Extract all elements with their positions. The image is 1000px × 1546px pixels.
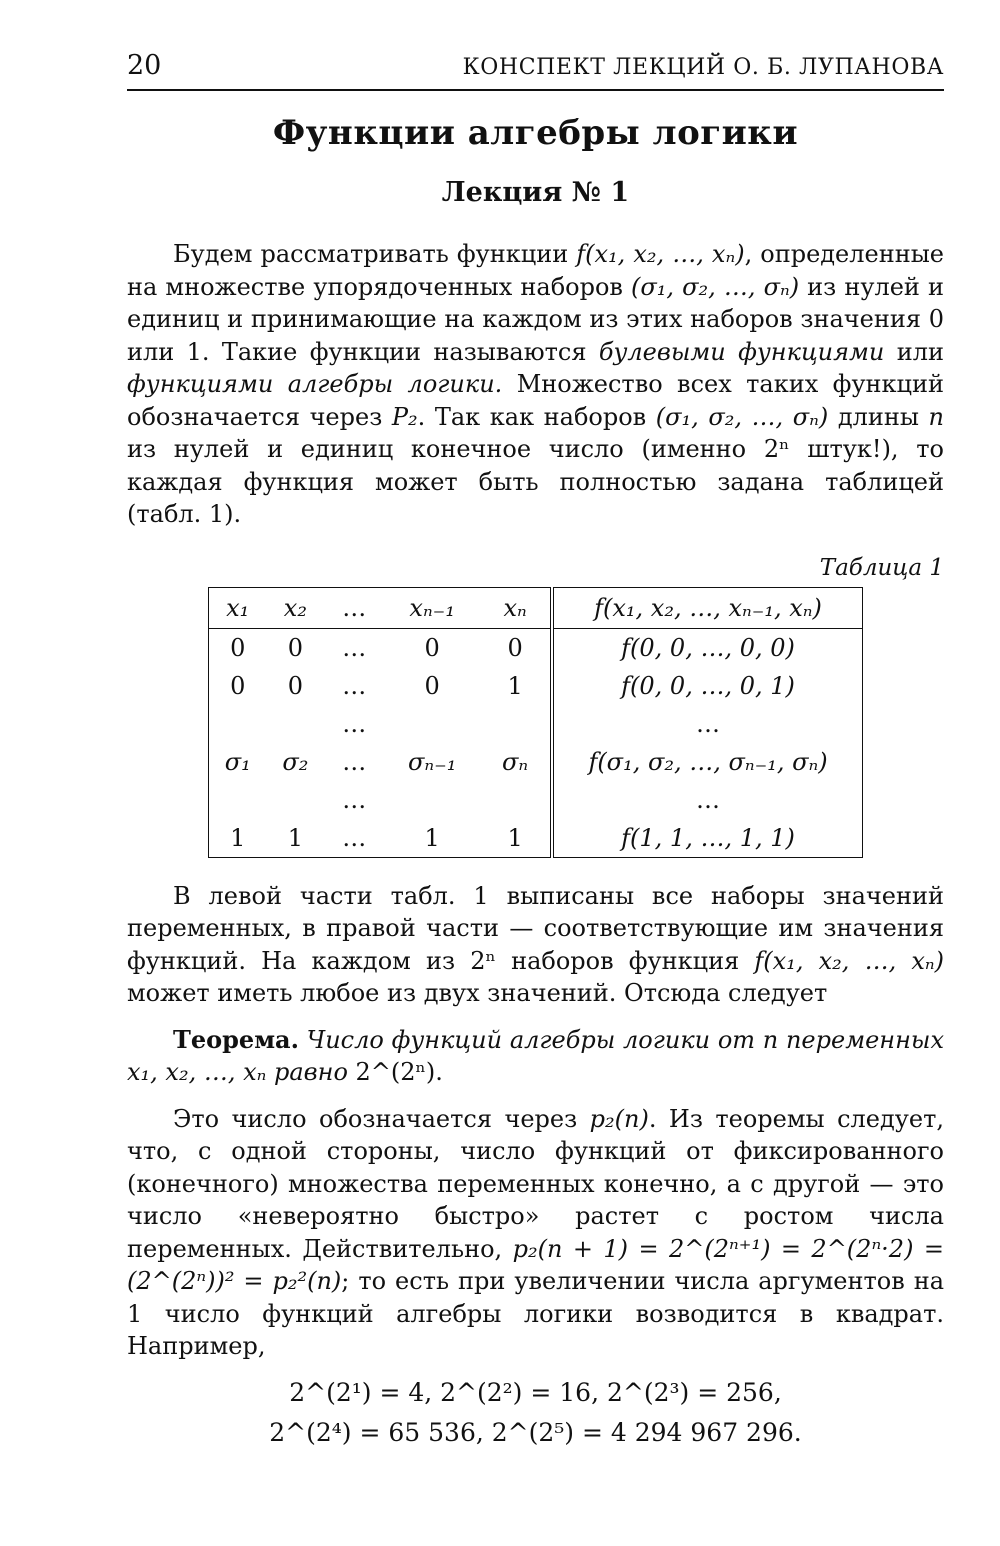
table-cell: [480, 781, 552, 819]
table-cell: 1: [287, 823, 304, 852]
header-cell: …: [324, 587, 384, 628]
text: Это число обозначается через: [173, 1104, 590, 1133]
text: ; то есть при увеличении числа аргументов на 1 число функций алгебры логики возводится в квадрат. Например,: [127, 1267, 944, 1360]
text: из нулей и единиц и принимающие на каждом из этих наборов значения 0 или 1. Такие функции называются: [127, 272, 945, 366]
table-cell: 0: [424, 671, 440, 700]
table-cell: 1: [230, 823, 246, 852]
table-cell: …: [342, 671, 367, 700]
table-cell: …: [342, 823, 367, 852]
table-cell: [266, 705, 324, 743]
table-cell: 1: [480, 819, 552, 858]
table-row: [209, 781, 863, 819]
table-cell: 1: [480, 667, 552, 705]
table-cell: …: [342, 709, 367, 738]
formula-2-pow-n: 2ⁿ: [763, 435, 790, 463]
text: . Из теоремы следует, что, с одной стороны, число функций от фиксированного (конечного) множества переменных конечно, а с другой — это число «невероятно быстро» растет с ростом числа переменных. Действительно,: [127, 1104, 945, 1263]
formula-line-1: 2^(2¹) = 4, 2^(2²) = 16, 2^(2³) = 256,: [289, 1377, 782, 1407]
formula-sigma-set-2: (σ₁, σ₂, …, σₙ): [655, 402, 829, 431]
text: . Так как наборов: [417, 402, 656, 431]
theorem-label: Теорема.: [173, 1024, 299, 1054]
header-cell: x₂: [266, 587, 324, 628]
table-row: [209, 628, 863, 667]
table-cell: [266, 781, 324, 819]
table-cell: …: [342, 785, 367, 814]
formula-examples: [127, 1373, 944, 1453]
header-cell: xₙ: [480, 587, 552, 628]
text: может иметь любое из двух значений. Отсюда следует: [127, 979, 828, 1007]
text: , определенные на множестве упорядоченных наборов: [127, 240, 944, 301]
formula-recurrence: p₂(n + 1) = 2^(2ⁿ⁺¹) = 2^(2ⁿ·2) = (2^(2ⁿ))² = p₂²(n): [127, 1234, 944, 1295]
formula-theorem-value: 2^(2ⁿ): [355, 1058, 436, 1086]
term-boolean-functions: булевыми функциями: [598, 337, 885, 366]
table-row: [209, 705, 863, 743]
running-title: КОНСПЕКТ ЛЕКЦИЙ О. Б. ЛУПАНОВА: [462, 55, 944, 80]
text: Будем рассматривать функции: [173, 240, 577, 268]
table-cell: σₙ₋₁: [407, 747, 457, 776]
table-cell: f(0, 0, …, 0, 0): [621, 633, 795, 662]
table-row: [209, 743, 863, 781]
text: длины: [828, 402, 929, 431]
table-header-row: [209, 587, 863, 628]
text: наборов функция: [495, 946, 755, 975]
text: .: [435, 1058, 443, 1086]
paragraph-table-explanation: [127, 880, 944, 1010]
term-logic-functions: функциями алгебры логики.: [127, 370, 503, 398]
running-head: [127, 50, 944, 91]
formula-p2n: p₂(n): [589, 1104, 649, 1133]
page-number: 20: [127, 50, 162, 81]
formula-f-x: f(x₁, x₂, …, xₙ): [754, 946, 945, 975]
table-cell: 0: [480, 628, 552, 667]
header-cell: f(x₁, x₂, …, xₙ₋₁, xₙ): [552, 587, 862, 628]
chapter-title: Функции алгебры логики: [272, 113, 799, 153]
table-cell: f(σ₁, σ₂, …, σₙ₋₁, σₙ): [588, 747, 828, 776]
header-cell: xₙ₋₁: [384, 587, 480, 628]
table-cell: [384, 781, 480, 819]
paragraph-intro: [127, 238, 944, 531]
table-cell: [384, 705, 480, 743]
text: Число функций алгебры логики от n переменных: [298, 1025, 944, 1054]
formula-line-2: 2^(2⁴) = 65 536, 2^(2⁵) = 4 294 967 296.: [269, 1417, 802, 1447]
table-row: [209, 667, 863, 705]
table-cell: [209, 781, 267, 819]
table-cell: 0: [230, 671, 246, 700]
table-cell: [480, 705, 552, 743]
lecture-title: Лекция № 1: [441, 177, 630, 208]
table-cell: …: [696, 709, 721, 738]
header-cell: x₁: [209, 587, 267, 628]
symbol-n: n: [928, 402, 944, 431]
truth-table: [208, 587, 863, 858]
symbol-p2: P₂: [391, 402, 418, 431]
table-cell: …: [342, 633, 367, 662]
formula-sigma-set: (σ₁, σ₂, …, σₙ): [631, 272, 800, 301]
table-cell: f(1, 1, …, 1, 1): [621, 823, 795, 852]
theorem: [127, 1024, 944, 1089]
table-cell: 0: [287, 671, 304, 700]
table-caption: Таблица 1: [819, 554, 944, 581]
table-cell: 0: [230, 633, 246, 662]
table-cell: [209, 705, 267, 743]
table-cell: 0: [287, 633, 304, 662]
text: равно: [266, 1058, 356, 1086]
table-cell: f(0, 0, …, 0, 1): [621, 671, 795, 700]
text: или: [884, 337, 944, 366]
table-cell: …: [342, 747, 367, 776]
table-cell: σ₁: [224, 747, 251, 776]
formula-2-pow-n: 2ⁿ: [470, 946, 496, 975]
table-cell: σₙ: [480, 743, 552, 781]
formula-vars: x₁, x₂, …, xₙ: [127, 1058, 267, 1086]
text: штук!), то каждая функция может быть полностью задана таблицей (табл. 1).: [127, 435, 944, 528]
table-row: [209, 819, 863, 858]
table-cell: 1: [424, 823, 440, 852]
text: Множество всех таких функций обозначается через: [127, 370, 944, 431]
formula-f-x: f(x₁, x₂, …, xₙ): [576, 240, 745, 268]
table-cell: …: [696, 785, 721, 814]
paragraph-growth: [127, 1103, 944, 1363]
text: из нулей и единиц конечное число (именно: [127, 435, 764, 463]
book-page: [127, 50, 944, 1453]
table-cell: σ₂: [282, 747, 309, 776]
text: В левой части табл. 1 выписаны все наборы значений переменных, в правой части — соответствующие им значения функций. На каждом из: [127, 881, 944, 975]
table-cell: 0: [424, 633, 440, 662]
